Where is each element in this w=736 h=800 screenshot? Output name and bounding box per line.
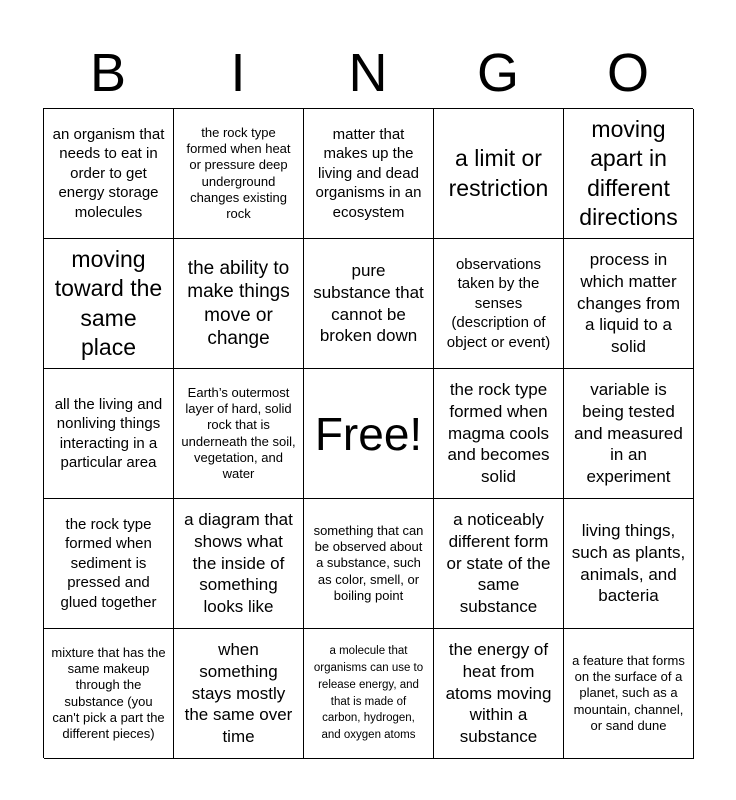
cell-text: the rock type formed when sediment is pressed and glued together [60,515,157,611]
cell-text: all the living and nonliving things interacting in a particular area [54,395,163,471]
cell-text: moving toward the same place [54,245,163,360]
cell-text: when something stays mostly the same over time [184,640,293,747]
bingo-cell-r2-c1[interactable] [44,239,174,369]
bingo-cell-r1-c4[interactable] [434,109,564,239]
bingo-cell-r2-c4[interactable] [434,239,564,369]
bingo-cell-r3-c5[interactable] [564,369,694,499]
cell-text: the ability to make things move or change [187,258,290,349]
cell-text: mixture that has the same makeup through the substance (you can't pick a part the different pieces) [51,644,166,741]
bingo-cell-r4-c3[interactable] [304,499,434,629]
cell-text: variable is being tested and measured in an experiment [574,380,683,487]
cell-text: matter that makes up the living and dead organisms in an ecosystem [315,125,422,221]
cell-text: a diagram that shows what the inside of something looks like [184,510,293,617]
cell-text: a limit or restriction [448,145,549,201]
bingo-cell-r2-c5[interactable] [564,239,694,369]
cell-text: something that can be observed about a substance, such as color, smell, or boiling point [313,522,424,603]
bingo-cell-r1-c1[interactable] [44,109,174,239]
cell-text: moving apart in different directions [579,115,678,230]
cell-text: observations taken by the senses (description of object or event) [446,255,551,351]
cell-text: a molecule that organisms can use to release energy, and that is made of carbon, hydrogen, and oxygen atoms [313,645,424,741]
free-space-label: Free! [314,407,423,460]
cell-text: the rock type formed when magma cools and becomes solid [447,380,550,487]
bingo-cell-r2-c3[interactable] [304,239,434,369]
bingo-cell-r4-c1[interactable] [44,499,174,629]
bingo-cell-r2-c2[interactable] [174,239,304,369]
header-letter-n: N [348,43,388,103]
bingo-cell-r5-c5[interactable] [564,629,694,759]
bingo-cell-r1-c2[interactable] [174,109,304,239]
cell-text: an organism that needs to eat in order to get energy storage molecules [52,125,165,221]
cell-text: living things, such as plants, animals, and bacteria [571,521,686,606]
bingo-cell-r4-c5[interactable] [564,499,694,629]
bingo-cell-free[interactable] [304,369,434,499]
header-letter-o: O [606,43,649,103]
cell-text: a feature that forms on the surface of a planet, such as a mountain, channel, or sand dune [572,652,685,733]
header-letter-i: I [230,43,246,103]
cell-text: a noticeably different form or state of the same substance [446,510,551,617]
bingo-cell-r3-c4[interactable] [434,369,564,499]
bingo-board [43,108,693,758]
cell-text: process in which matter changes from a liquid to a solid [577,250,680,357]
bingo-cell-r1-c3[interactable] [304,109,434,239]
header-letter-b: B [89,43,127,103]
bingo-cell-r3-c2[interactable] [174,369,304,499]
bingo-cell-r5-c4[interactable] [434,629,564,759]
bingo-header [43,40,693,106]
cell-text: the energy of heat from atoms moving within a substance [445,640,552,747]
header-letter-g: G [476,43,519,103]
bingo-cell-r4-c4[interactable] [434,499,564,629]
cell-text: pure substance that cannot be broken down [313,261,424,346]
cell-text: Earth’s outermost layer of hard, solid rock that is underneath the soil, vegetation, and water [181,384,296,481]
bingo-cell-r4-c2[interactable] [174,499,304,629]
bingo-cell-r5-c2[interactable] [174,629,304,759]
bingo-cell-r5-c1[interactable] [44,629,174,759]
bingo-cell-r1-c5[interactable] [564,109,694,239]
cell-text: the rock type formed when heat or pressure deep underground changes existing rock [186,124,291,221]
bingo-cell-r5-c3[interactable] [304,629,434,759]
bingo-cell-r3-c1[interactable] [44,369,174,499]
